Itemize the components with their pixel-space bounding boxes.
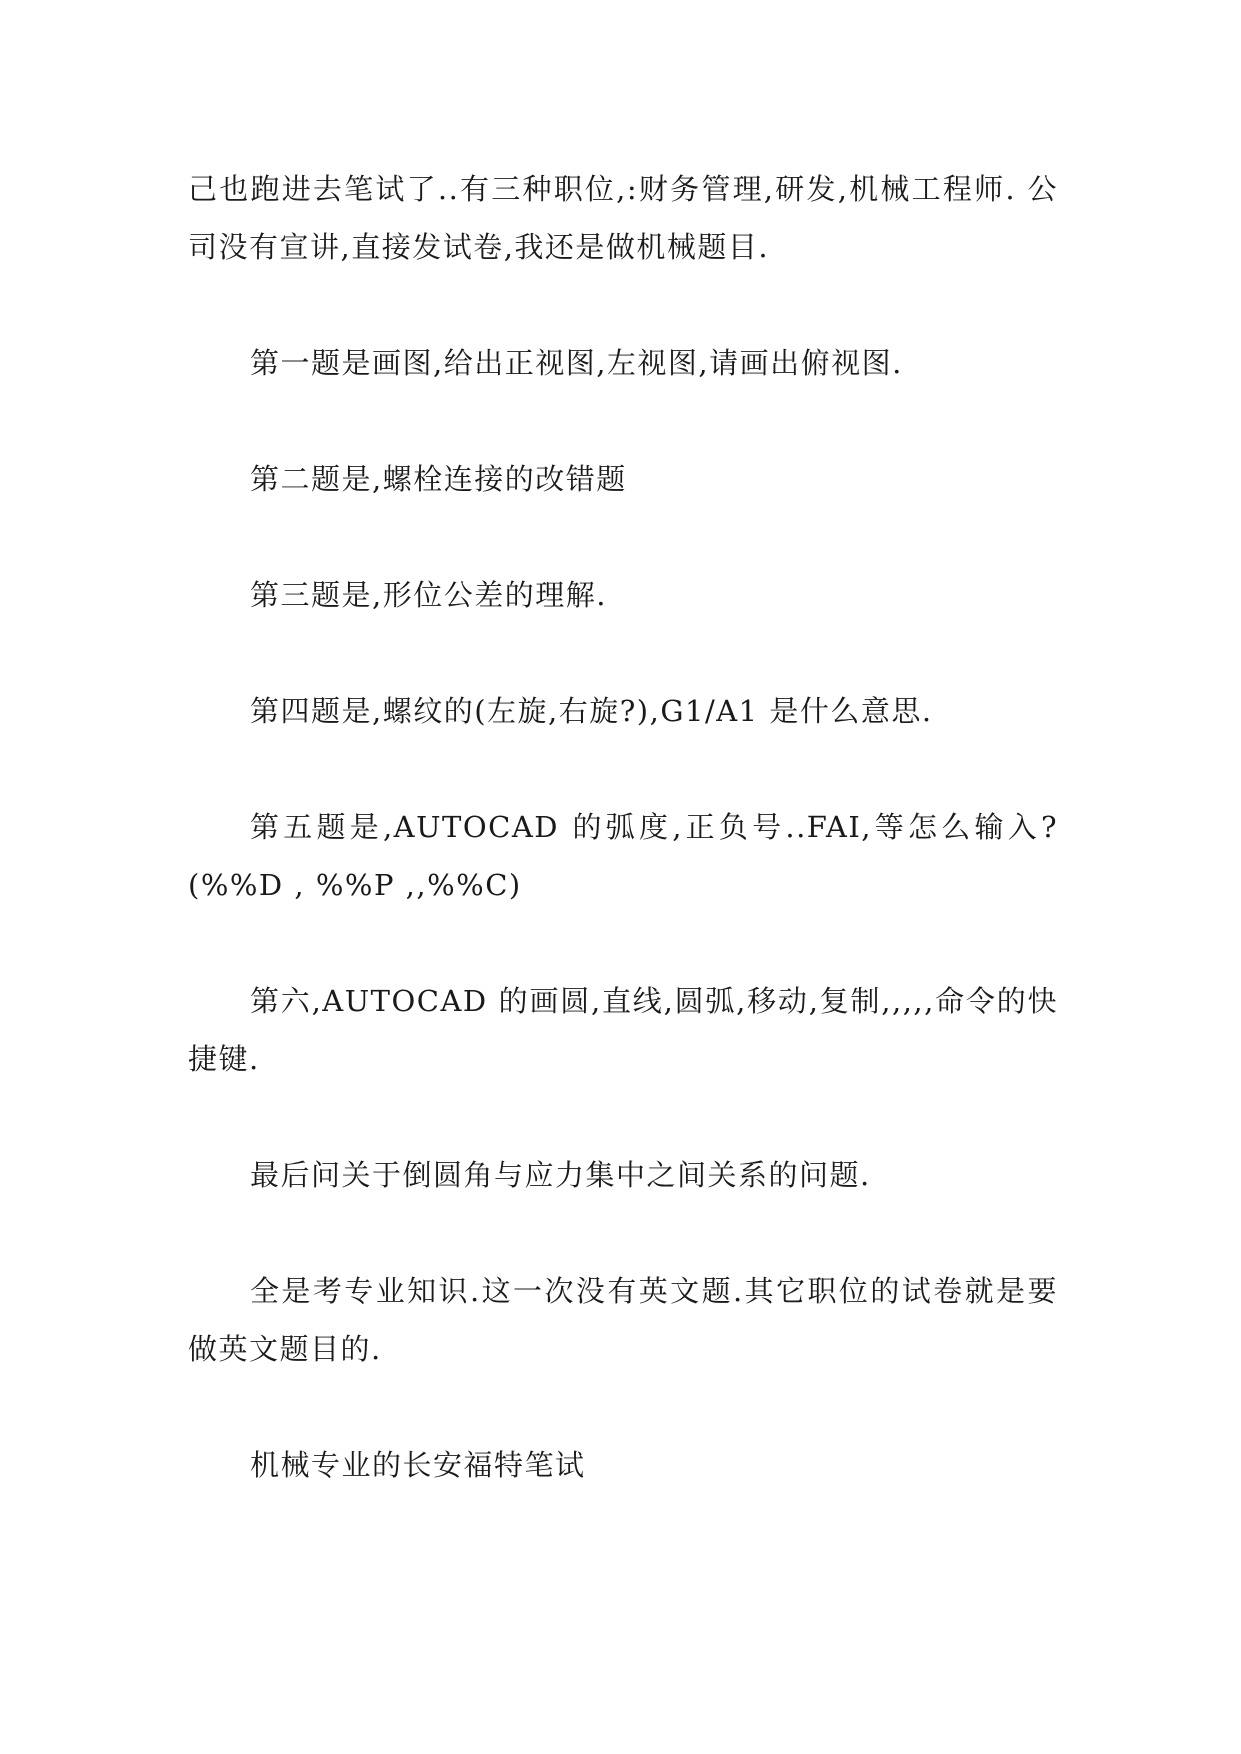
paragraph-question-2: 第二题是,螺栓连接的改错题	[250, 462, 627, 496]
paragraph-section-heading: 机械专业的长安福特笔试	[250, 1448, 586, 1482]
paragraph-question-4: 第四题是,螺纹的(左旋,右旋?),G1/A1 是什么意思.	[250, 694, 933, 728]
document-body	[188, 160, 1058, 1494]
paragraph-summary: 全是考专业知识.这一次没有英文题.其它职位的试卷就是要做英文题目的.	[188, 1274, 1058, 1366]
paragraph-question-3: 第三题是,形位公差的理解.	[250, 578, 607, 612]
paragraph-final-question: 最后问关于倒圆角与应力集中之间关系的问题.	[250, 1158, 871, 1192]
paragraph-question-6: 第六,AUTOCAD 的画圆,直线,圆弧,移动,复制,,,,,命令的快捷键.	[188, 984, 1058, 1076]
paragraph-question-5: 第五题是,AUTOCAD 的弧度,正负号..FAI,等怎么输入?(%%D , %%P ,,%%C)	[188, 810, 1058, 902]
paragraph-intro: 己也跑进去笔试了..有三种职位,:财务管理,研发,机械工程师. 公司没有宣讲,直接发试卷,我还是做机械题目.	[188, 172, 1058, 264]
paragraph-question-1: 第一题是画图,给出正视图,左视图,请画出俯视图.	[250, 346, 903, 380]
